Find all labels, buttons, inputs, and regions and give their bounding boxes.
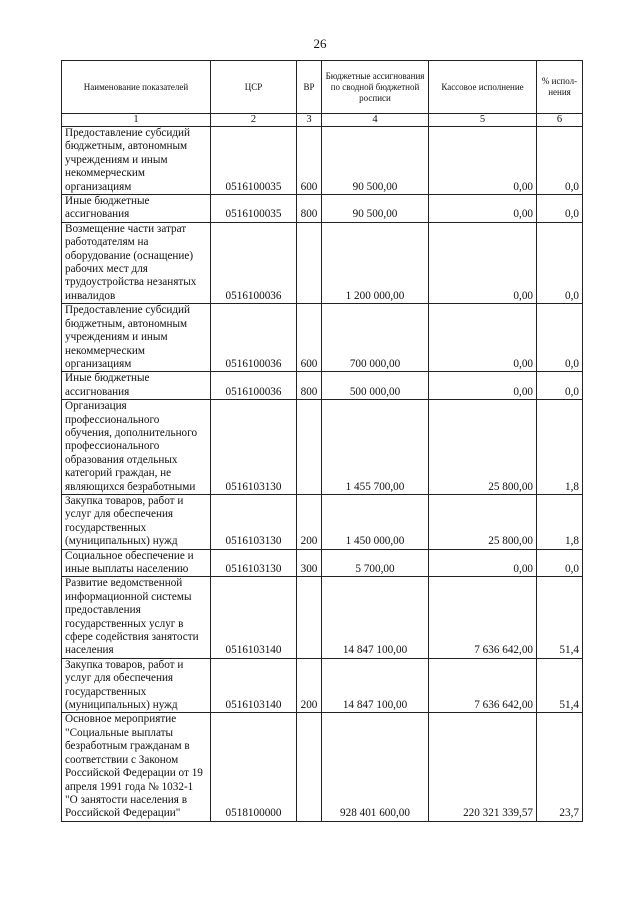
cell-name: Развитие ведомственной информационной системы предоставления государственных услуг в сфере содействия занятости населения [62, 577, 211, 658]
cell-allocations: 90 500,00 [322, 195, 429, 223]
cell-execution: 0,00 [429, 372, 537, 400]
cell-percent: 1,8 [537, 400, 583, 495]
header-allocations: Бюджетные ассигнования по сводной бюджетной росписи [322, 61, 429, 114]
cell-execution: 0,00 [429, 222, 537, 303]
cell-name: Иные бюджетные ассигнования [62, 195, 211, 223]
header-csr: ЦСР [211, 61, 297, 114]
cell-name: Закупка товаров, работ и услуг для обеспечения государственных (муниципальных) нужд [62, 494, 211, 549]
cell-name: Организация профессионального обучения, дополнительного профессионального образования отдельных категорий граждан, не являющихся безработными [62, 400, 211, 495]
budget-execution-table [61, 60, 583, 822]
cell-vr: 200 [297, 494, 322, 549]
cell-name: Социальное обеспечение и иные выплаты населению [62, 549, 211, 577]
column-number: 2 [211, 114, 297, 127]
table-row [62, 372, 583, 400]
header-execution: Кассовое исполнение [429, 61, 537, 114]
cell-percent: 0,0 [537, 372, 583, 400]
header-row [62, 61, 583, 114]
cell-csr: 0516103130 [211, 494, 297, 549]
cell-vr [297, 400, 322, 495]
cell-name: Предоставление субсидий бюджетным, автономным учреждениям и иным некоммерческим организациям [62, 304, 211, 372]
cell-name: Закупка товаров, работ и услуг для обеспечения государственных (муниципальных) нужд [62, 658, 211, 713]
table-row [62, 494, 583, 549]
cell-csr: 0518100000 [211, 713, 297, 821]
table-row [62, 222, 583, 303]
cell-vr [297, 577, 322, 658]
column-number: 3 [297, 114, 322, 127]
column-number: 5 [429, 114, 537, 127]
cell-vr: 600 [297, 127, 322, 195]
column-number: 1 [62, 114, 211, 127]
cell-vr [297, 713, 322, 821]
cell-csr: 0516100036 [211, 372, 297, 400]
cell-execution: 25 800,00 [429, 400, 537, 495]
cell-execution: 220 321 339,57 [429, 713, 537, 821]
cell-vr: 200 [297, 658, 322, 713]
table-row [62, 400, 583, 495]
cell-allocations: 5 700,00 [322, 549, 429, 577]
cell-allocations: 14 847 100,00 [322, 577, 429, 658]
column-number: 6 [537, 114, 583, 127]
cell-percent: 0,0 [537, 195, 583, 223]
cell-allocations: 1 200 000,00 [322, 222, 429, 303]
cell-name: Основное мероприятие "Социальные выплаты безработным гражданам в соответствии с Законом Российской Федерации от 19 апреля 1991 года № 1032-1 "О занятости населения в Российской Федерации" [62, 713, 211, 821]
page-number: 26 [313, 36, 327, 51]
column-number: 4 [322, 114, 429, 127]
cell-allocations: 90 500,00 [322, 127, 429, 195]
cell-name: Предоставление субсидий бюджетным, автономным учреждениям и иным некоммерческим организациям [62, 127, 211, 195]
cell-percent: 0,0 [537, 549, 583, 577]
header-percent: % испол-нения [537, 61, 583, 114]
table-row [62, 658, 583, 713]
table-row [62, 195, 583, 223]
cell-execution: 0,00 [429, 304, 537, 372]
cell-allocations: 14 847 100,00 [322, 658, 429, 713]
cell-allocations: 928 401 600,00 [322, 713, 429, 821]
cell-vr: 300 [297, 549, 322, 577]
header-vr: ВР [297, 61, 322, 114]
cell-percent: 0,0 [537, 127, 583, 195]
cell-name: Иные бюджетные ассигнования [62, 372, 211, 400]
table-row [62, 577, 583, 658]
cell-allocations: 700 000,00 [322, 304, 429, 372]
cell-execution: 0,00 [429, 549, 537, 577]
cell-csr: 0516100036 [211, 222, 297, 303]
table-row [62, 304, 583, 372]
cell-execution: 0,00 [429, 195, 537, 223]
header-name: Наименование показателей [62, 61, 211, 114]
cell-vr: 800 [297, 195, 322, 223]
cell-execution: 7 636 642,00 [429, 577, 537, 658]
cell-percent: 51,4 [537, 658, 583, 713]
cell-percent: 0,0 [537, 304, 583, 372]
cell-csr: 0516103140 [211, 577, 297, 658]
cell-csr: 0516103130 [211, 549, 297, 577]
cell-percent: 1,8 [537, 494, 583, 549]
table-row [62, 127, 583, 195]
table-row [62, 549, 583, 577]
cell-allocations: 500 000,00 [322, 372, 429, 400]
cell-allocations: 1 455 700,00 [322, 400, 429, 495]
cell-name: Возмещение части затрат работодателям на оборудование (оснащение) рабочих мест для трудоустройства незанятых инвалидов [62, 222, 211, 303]
cell-csr: 0516100035 [211, 195, 297, 223]
cell-csr: 0516100035 [211, 127, 297, 195]
cell-execution: 0,00 [429, 127, 537, 195]
column-number-row [62, 114, 583, 127]
table-row [62, 713, 583, 821]
cell-allocations: 1 450 000,00 [322, 494, 429, 549]
cell-csr: 0516100036 [211, 304, 297, 372]
cell-execution: 7 636 642,00 [429, 658, 537, 713]
cell-execution: 25 800,00 [429, 494, 537, 549]
cell-percent: 23,7 [537, 713, 583, 821]
cell-csr: 0516103130 [211, 400, 297, 495]
cell-vr [297, 222, 322, 303]
table-body [62, 127, 583, 822]
cell-vr: 600 [297, 304, 322, 372]
cell-percent: 51,4 [537, 577, 583, 658]
cell-percent: 0,0 [537, 222, 583, 303]
cell-vr: 800 [297, 372, 322, 400]
cell-csr: 0516103140 [211, 658, 297, 713]
